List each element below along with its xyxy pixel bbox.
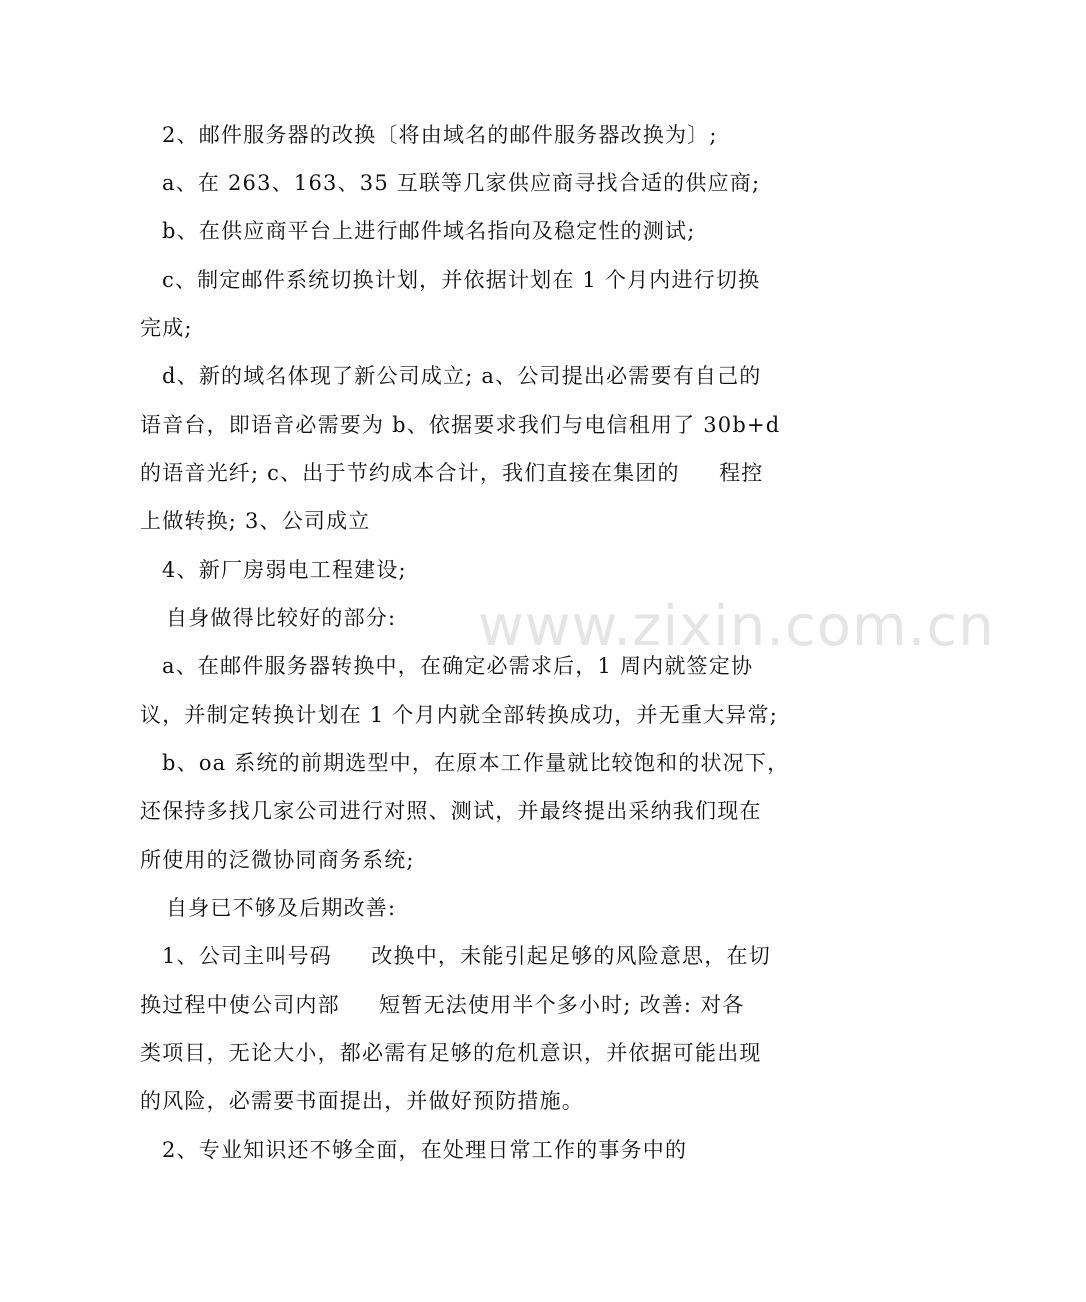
text-line: 所使用的泛微协同商务系统; (140, 848, 415, 872)
text-line: 语音台，即语音必需要为 b、依据要求我们与电信租用了 30b+d (140, 413, 781, 437)
text-line: b、在供应商平台上进行邮件域名指向及稳定性的测试; (162, 219, 696, 243)
text-line: c、制定邮件系统切换计划，并依据计划在 1 个月内进行切换 (162, 268, 761, 292)
section-heading: 自身已不够及后期改善: (166, 896, 397, 920)
text-line: 4、新厂房弱电工程建设; (162, 558, 407, 582)
watermark: www.zixin.com.cn (478, 594, 995, 659)
text-line: 换过程中使公司内部 短暂无法使用半个多小时; 改善: 对各 (140, 993, 745, 1017)
text-line: a、在邮件服务器转换中，在确定必需求后，1 周内就签定协 (162, 654, 754, 678)
text-line: 2、邮件服务器的改换〔将由域名的邮件服务器改换为〕; (162, 123, 718, 147)
text-line: 的风险，必需要书面提出，并做好预防措施。 (140, 1089, 584, 1113)
text-line: 上做转换; 3、公司成立 (140, 509, 371, 533)
text-line: 1、公司主叫号码 改换中，未能引起足够的风险意思，在切 (162, 944, 771, 968)
text-line: b、oa 系统的前期选型中，在原本工作量就比较饱和的状况下， (162, 751, 790, 775)
text-line: 类项目，无论大小，都必需有足够的危机意识，并依据可能出现 (140, 1041, 762, 1065)
section-heading: 自身做得比较好的部分: (166, 606, 397, 630)
text-line: 的语音光纤; c、出于节约成本合计，我们直接在集团的 程控 (140, 461, 764, 485)
text-line: 2、专业知识还不够全面，在处理日常工作的事务中的 (162, 1138, 688, 1162)
text-line: d、新的域名体现了新公司成立; a、公司提出必需要有自己的 (162, 364, 762, 388)
text-line: 完成; (140, 316, 193, 340)
text-line: a、在 263、163、35 互联等几家供应商寻找合适的供应商; (162, 171, 761, 195)
text-line: 议，并制定转换计划在 1 个月内就全部转换成功，并无重大异常; (140, 703, 778, 727)
text-line: 还保持多找几家公司进行对照、测试，并最终提出采纳我们现在 (140, 799, 762, 823)
